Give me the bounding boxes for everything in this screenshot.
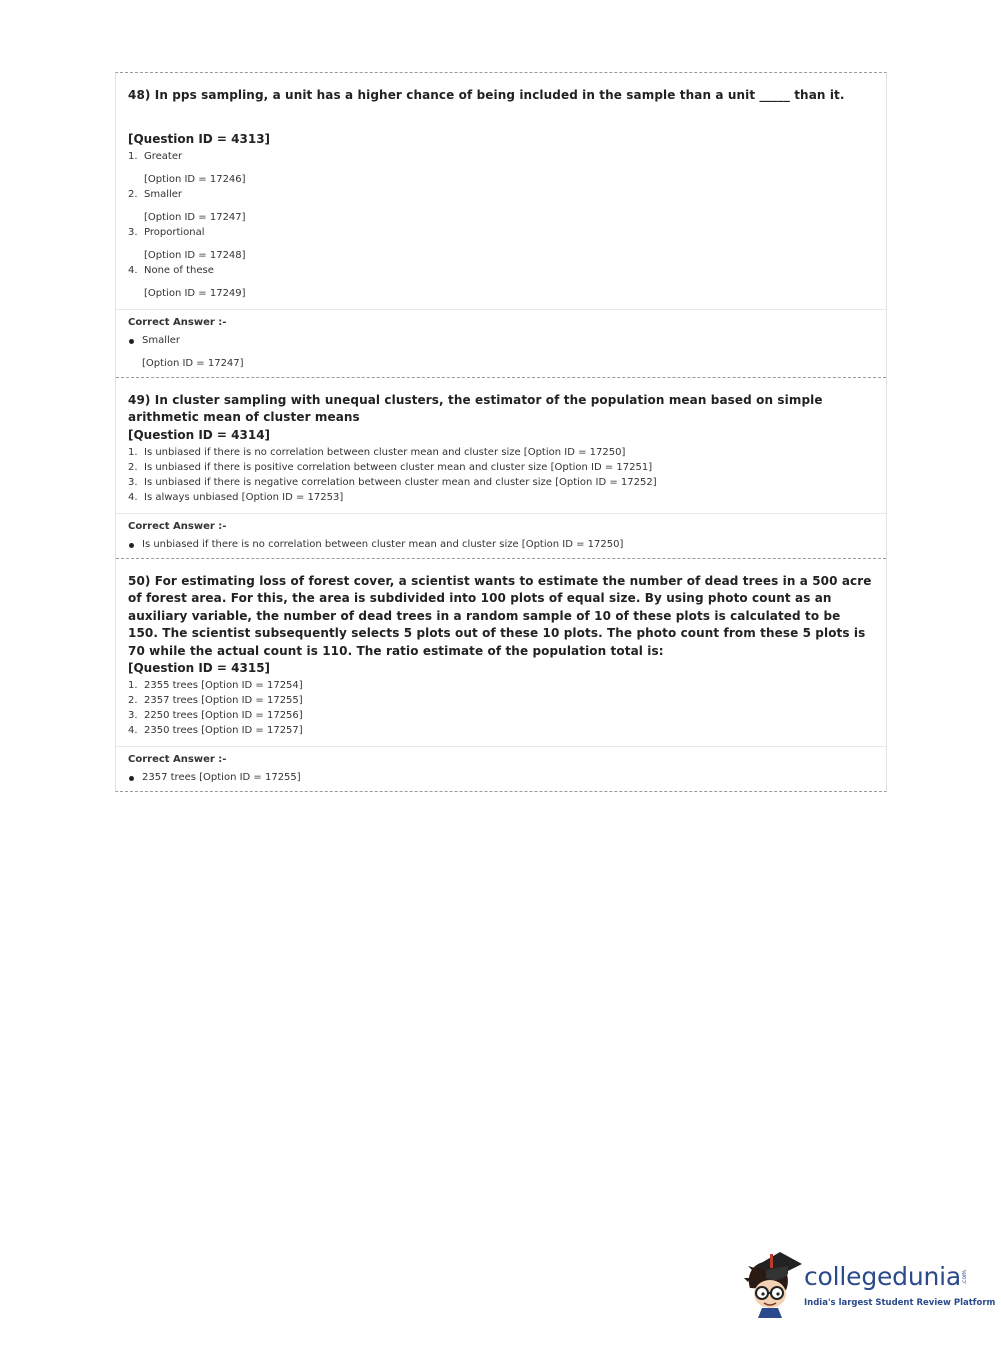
correct-answer-option-id: [Option ID = 17247]	[142, 357, 244, 369]
question-text: 49) In cluster sampling with unequal clusters, the estimator of the population mean based on simple arithmetic mean of cluster means	[128, 392, 823, 424]
option-id: [Option ID = 17248]	[144, 249, 246, 261]
question-id: [Question ID = 4315]	[128, 661, 271, 675]
option-number: 4.	[128, 264, 138, 276]
correct-answer-section	[116, 746, 886, 791]
option-number: 4.	[128, 725, 138, 736]
option-number: 1.	[128, 446, 138, 458]
brand-name: collegedunia	[804, 1262, 961, 1291]
option-item	[128, 149, 874, 187]
option-id: [Option ID = 17246]	[144, 173, 246, 185]
correct-answer-label: Correct Answer :-	[128, 316, 227, 328]
correct-answer-label: Correct Answer :-	[128, 754, 227, 765]
question-id: [Question ID = 4313]	[128, 131, 271, 146]
option-number: 3.	[128, 476, 138, 488]
option-text: None of these	[144, 264, 214, 276]
bullet-icon	[129, 339, 134, 344]
brand-tagline: India's largest Student Review Platform	[804, 1298, 996, 1308]
option-item	[128, 187, 874, 225]
correct-answer-text: Smaller	[142, 334, 181, 346]
option-number: 3.	[128, 710, 138, 721]
correct-answer-section	[116, 309, 886, 377]
option-text: 2250 trees [Option ID = 17256]	[144, 710, 303, 721]
option-text: Greater	[144, 150, 183, 162]
option-item	[128, 678, 874, 693]
option-text: 2355 trees [Option ID = 17254]	[144, 680, 303, 691]
option-item	[128, 460, 874, 475]
correct-answer-section	[116, 513, 886, 558]
correct-answer-item	[128, 538, 874, 552]
question-sheet	[115, 72, 887, 792]
correct-answer-text: Is unbiased if there is no correlation between cluster mean and cluster size [Option ID = 17250]	[142, 538, 624, 550]
option-item	[128, 693, 874, 708]
option-number: 2.	[128, 695, 138, 706]
option-list	[128, 678, 874, 738]
option-number: 3.	[128, 226, 138, 238]
correct-answer-label: Correct Answer :-	[128, 520, 227, 532]
option-item	[128, 723, 874, 738]
brand-suffix: .com	[960, 1270, 968, 1285]
question-48	[116, 73, 886, 378]
question-text: 48) In pps sampling, a unit has a higher chance of being included in the sample than a unit _____ than it.	[128, 88, 845, 102]
option-id: [Option ID = 17249]	[144, 287, 246, 299]
option-id: [Option ID = 17247]	[144, 211, 246, 223]
collegedunia-logo	[742, 1248, 996, 1318]
option-item	[128, 445, 874, 460]
student-mascot-icon	[742, 1248, 802, 1318]
option-text: Is unbiased if there is positive correlation between cluster mean and cluster size [Option ID = 17251]	[144, 461, 653, 473]
option-list	[128, 445, 874, 505]
option-list	[128, 149, 874, 301]
option-number: 1.	[128, 150, 138, 162]
option-item	[128, 263, 874, 301]
question-id: [Question ID = 4314]	[128, 427, 271, 442]
option-item	[128, 708, 874, 723]
option-text: Is unbiased if there is negative correlation between cluster mean and cluster size [Option ID = 17252]	[144, 476, 657, 488]
correct-answer-item	[128, 771, 874, 785]
option-item	[128, 475, 874, 490]
option-number: 2.	[128, 188, 138, 200]
option-text: Proportional	[144, 226, 205, 238]
option-item	[128, 490, 874, 505]
option-text: Is always unbiased [Option ID = 17253]	[144, 491, 344, 503]
option-text: 2357 trees [Option ID = 17255]	[144, 695, 303, 706]
correct-answer-text: 2357 trees [Option ID = 17255]	[142, 772, 301, 783]
option-number: 1.	[128, 680, 138, 691]
question-50	[116, 559, 886, 792]
bullet-icon	[129, 776, 134, 781]
option-text: Is unbiased if there is no correlation between cluster mean and cluster size [Option ID = 17250]	[144, 446, 626, 458]
question-49	[116, 378, 886, 559]
option-text: 2350 trees [Option ID = 17257]	[144, 725, 303, 736]
option-text: Smaller	[144, 188, 183, 200]
option-item	[128, 225, 874, 263]
option-number: 4.	[128, 491, 138, 503]
correct-answer-item	[128, 334, 874, 371]
question-text: 50) For estimating loss of forest cover, a scientist wants to estimate the number of dead trees in a 500 acre of forest area. For this, the area is subdivided into 100 plots of equal size. By using photo count as an auxiliary variable, the number of dead trees in a random sample of 10 of these plots is calculated to be 150. The scientist subsequently selects 5 plots out of these 10 plots. The photo count from these 5 plots is 70 while the actual count is 110. The ratio estimate of the population total is:	[128, 573, 872, 658]
bullet-icon	[129, 543, 134, 548]
option-number: 2.	[128, 461, 138, 473]
